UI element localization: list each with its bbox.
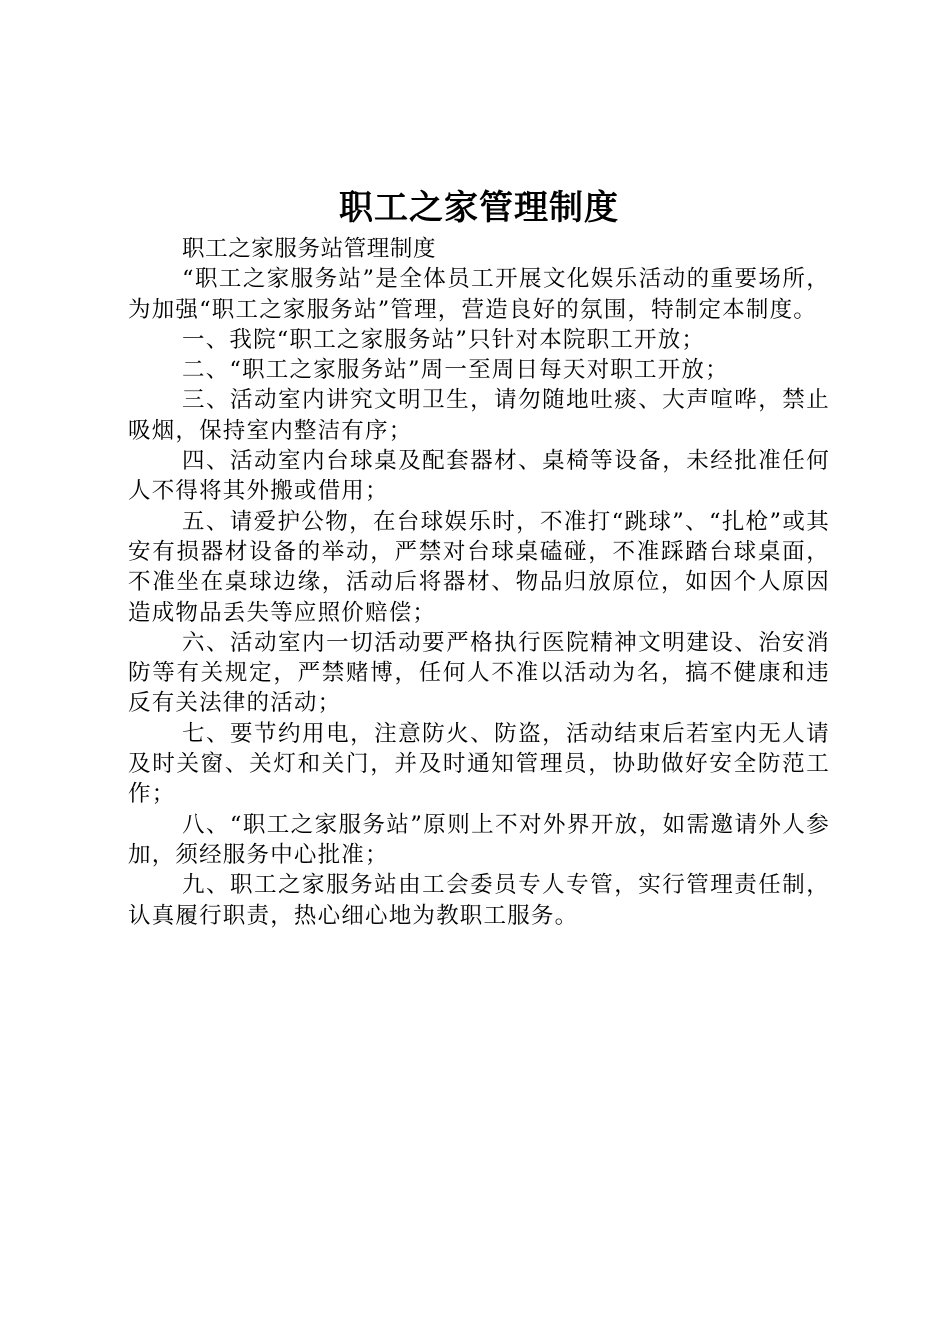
rule-paragraph: 四、活动室内台球桌及配套器材、桌椅等设备，未经批准任何人不得将其外搬或借用； bbox=[128, 448, 830, 505]
document-subtitle: 职工之家服务站管理制度 bbox=[182, 236, 437, 262]
rule-paragraph: 七、要节约用电，注意防火、防盗，活动结束后若室内无人请及时关窗、关灯和关门，并及时通知管理员，协助做好安全防范工作； bbox=[128, 720, 830, 808]
document-title: 职工之家管理制度 bbox=[339, 188, 619, 228]
rule-paragraph: 一、我院“职工之家服务站”只针对本院职工开放； bbox=[182, 326, 706, 353]
intro-paragraph: “职工之家服务站”是全体员工开展文化娱乐活动的重要场所，为加强“职工之家服务站”管理，营造良好的氛围，特制定本制度。 bbox=[128, 266, 830, 323]
rule-paragraph: 八、“职工之家服务站”原则上不对外界开放，如需邀请外人参加，须经服务中心批准； bbox=[128, 811, 830, 868]
document-body bbox=[128, 234, 830, 931]
rule-paragraph: 六、活动室内一切活动要严格执行医院精神文明建设、治安消防等有关规定，严禁赌博，任何人不准以活动为名，搞不健康和违反有关法律的活动； bbox=[128, 629, 830, 717]
document-content bbox=[128, 182, 830, 931]
rule-paragraph: 九、职工之家服务站由工会委员专人专管，实行管理责任制，认真履行职责，热心细心地为教职工服务。 bbox=[128, 872, 830, 929]
rule-paragraph: 五、请爱护公物，在台球娱乐时，不准打“跳球”、“扎枪”或其安有损器材设备的举动，严禁对台球桌磕碰，不准踩踏台球桌面，不准坐在桌球边缘，活动后将器材、物品归放原位，如因个人原因造成物品丢失等应照价赔偿； bbox=[128, 508, 830, 626]
rule-paragraph: 三、活动室内讲究文明卫生，请勿随地吐痰、大声喧哗，禁止吸烟，保持室内整洁有序； bbox=[128, 387, 830, 444]
rule-paragraph: 二、“职工之家服务站”周一至周日每天对职工开放； bbox=[182, 357, 729, 384]
